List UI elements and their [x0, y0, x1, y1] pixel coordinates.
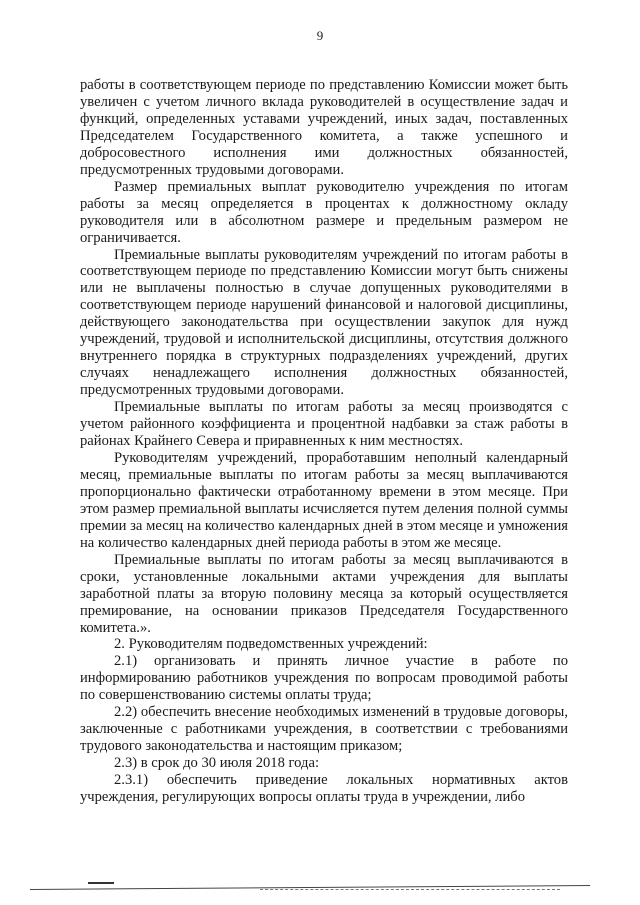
- paragraph-bonus-amount: Размер премиальных выплат руководителю учреждения по итогам работы за месяц определяется в процентах к должностному окладу руководителя или в абсолютном размере и предельным размером не ограничивается.: [80, 178, 568, 246]
- scan-artifact-mark: [88, 882, 114, 884]
- paragraph-regional-coefficient: Премиальные выплаты по итогам работы за месяц производятся с учетом районного коэффициента и процентной надбавки за стаж работы в районах Крайнего Севера и приравненных к ним местностях.: [80, 399, 568, 450]
- paragraph-partial-month: Руководителям учреждений, проработавшим неполный календарный месяц, премиальные выплаты по итогам работы за месяц выплачиваются пропорционально фактически отработанному времени в этом месяце. При этом размер премиальной выплаты исчисляется путем деления полной суммы премии за месяц на количество календарных дней в этом месяце и умножения на количество календарных дней периода работы в этом же месяце.: [80, 449, 568, 551]
- page-number: 9: [316, 28, 324, 43]
- paragraph-payment-terms: Премиальные выплаты по итогам работы за месяц выплачиваются в сроки, установленные локальными актами учреждения для выплаты заработной платы за вторую половину месяца за который осуществляется премирование, на основании приказов Председателя Государственного комитета.».: [80, 551, 568, 636]
- paragraph-item-2-1: 2.1) организовать и принять личное участие в работе по информированию работников учреждения по вопросам проводимой работы по совершенствованию системы оплаты труда;: [80, 653, 568, 704]
- paragraph-item-2-2: 2.2) обеспечить внесение необходимых изменений в трудовые договоры, заключенные с работниками учреждения, в соответствии с требованиями трудового законодательства и настоящим приказом;: [80, 704, 568, 755]
- document-body: [80, 77, 568, 806]
- paragraph-bonus-increase: работы в соответствующем периоде по представлению Комиссии может быть увеличен с учетом личного вклада руководителей в осуществление задач и функций, определенных уставами учреждений, иных задач, поставленных Председателем Государственного комитета, а также успешного и добросовестного исполнения ими должностных обязанностей, предусмотренных трудовыми договорами.: [80, 77, 568, 178]
- paragraph-bonus-reduction: Премиальные выплаты руководителям учреждений по итогам работы в соответствующем периоде по представлению Комиссии могут быть снижены или не выплачены полностью в случае допущенных руководителями в соответствующем периоде нарушений финансовой и налоговой дисциплины, действующего законодательства при осуществлении закупок для нужд учреждений, трудовой и исполнительской дисциплины, отсутствия должного внутреннего порядка в структурных подразделениях учреждений, других случаях ненадлежащего исполнения должностных обязанностей, предусмотренных трудовыми договорами.: [80, 246, 568, 399]
- scan-artifact-dashed-line: [260, 889, 560, 890]
- paragraph-item-2-3-1: 2.3.1) обеспечить приведение локальных нормативных актов учреждения, регулирующих вопросы оплаты труда в учреждении, либо: [80, 772, 568, 806]
- paragraph-item-2: 2. Руководителям подведомственных учреждений:: [114, 636, 428, 653]
- paragraph-item-2-3: 2.3) в срок до 30 июля 2018 года:: [114, 755, 319, 772]
